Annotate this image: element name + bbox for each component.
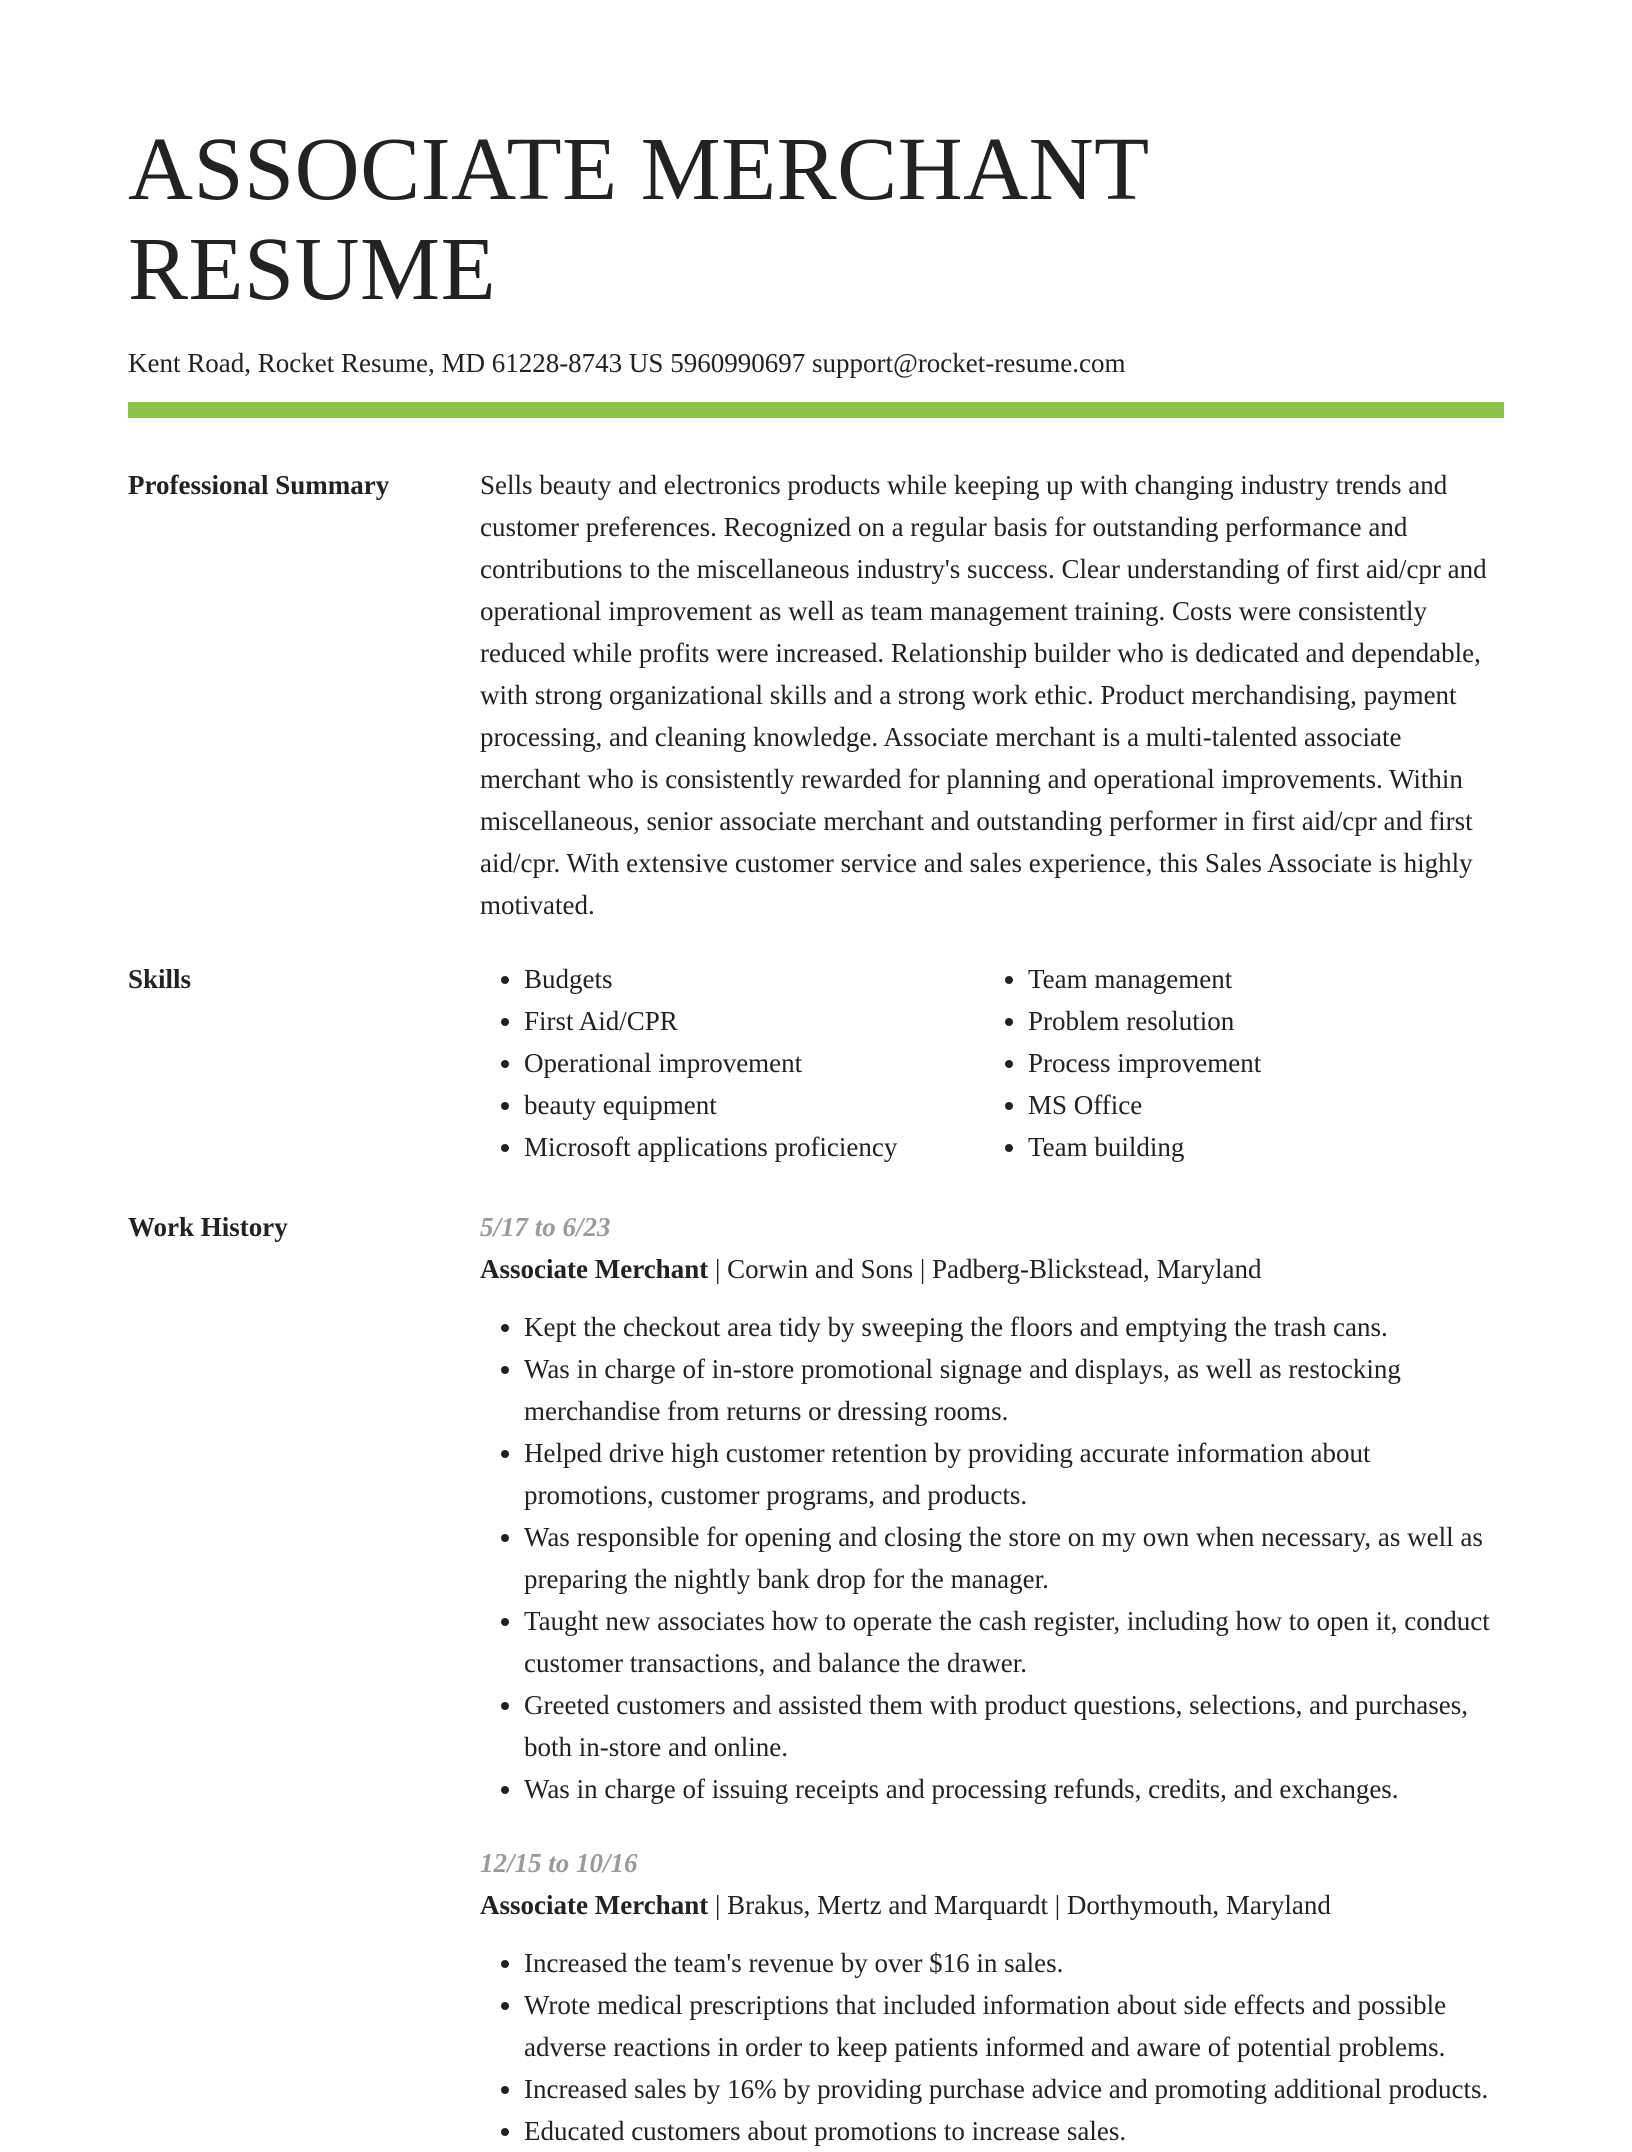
job-bullet: • Increased sales by 16% by providing purchase advice and promoting additional products. xyxy=(524,2068,1504,2110)
skill-item: • Budgets xyxy=(524,958,984,1000)
job-bullet-list xyxy=(480,1306,1504,1810)
job-entry xyxy=(480,1842,1504,2152)
job-bullet: • Wrote medical prescriptions that included information about side effects and possible adverse reactions in order to keep patients informed and aware of potential problems. xyxy=(524,1984,1504,2068)
section-label-summary: Professional Summary xyxy=(128,470,390,500)
job-title-line xyxy=(480,1248,1504,1290)
section-label-work: Work History xyxy=(128,1212,288,1242)
skill-item: • Operational improvement xyxy=(524,1042,984,1084)
skill-item: • First Aid/CPR xyxy=(524,1000,984,1042)
contact-line: Kent Road, Rocket Resume, MD 61228-8743 US 5960990697 support@rocket-resume.com xyxy=(128,348,1126,378)
job-bullet: • Greeted customers and assisted them with product questions, selections, and purchases, both in-store and online. xyxy=(524,1684,1504,1768)
skill-item: • Microsoft applications proficiency xyxy=(524,1126,984,1168)
skill-item: • Process improvement xyxy=(1028,1042,1504,1084)
job-bullet: • Educated customers about promotions to increase sales. xyxy=(524,2110,1504,2152)
work-history-section xyxy=(128,1206,1504,2152)
job-bullet: • Was responsible for opening and closing the store on my own when necessary, as well as preparing the nightly bank drop for the manager. xyxy=(524,1516,1504,1600)
job-title: Associate Merchant xyxy=(480,1254,709,1284)
job-bullet: • Kept the checkout area tidy by sweeping the floors and emptying the trash cans. xyxy=(524,1306,1504,1348)
job-title: Associate Merchant xyxy=(480,1890,709,1920)
accent-divider xyxy=(128,402,1504,418)
skills-column-left xyxy=(480,958,984,1168)
skills-body xyxy=(480,958,1504,1168)
job-bullet: • Taught new associates how to operate the cash register, including how to open it, conduct customer transactions, and balance the drawer. xyxy=(524,1600,1504,1684)
job-bullet: • Was in charge of issuing receipts and processing refunds, credits, and exchanges. xyxy=(524,1768,1504,1810)
job-dates: 12/15 to 10/16 xyxy=(480,1848,638,1878)
professional-summary-section xyxy=(128,464,1504,926)
skills-column-right xyxy=(984,958,1504,1168)
job-bullet: • Was in charge of in-store promotional signage and displays, as well as restocking merchandise from returns or dressing rooms. xyxy=(524,1348,1504,1432)
section-label-skills: Skills xyxy=(128,964,192,994)
resume-title: ASSOCIATE MERCHANT RESUME xyxy=(128,120,1148,319)
job-details: | Brakus, Mertz and Marquardt | Dorthymouth, Maryland xyxy=(708,1890,1331,1920)
summary-text: Sells beauty and electronics products while keeping up with changing industry trends and customer preferences. Recognized on a regular basis for outstanding performance and contributions to the miscellaneous industry's success. Clear understanding of first aid/cpr and operational improvement as well as team management training. Costs were consistently reduced while profits were increased. Relationship builder who is dedicated and dependable, with strong organizational skills and a strong work ethic. Product merchandising, payment processing, and cleaning knowledge. Associate merchant is a multi-talented associate merchant who is consistently rewarded for planning and operational improvements. Within miscellaneous, senior associate merchant and outstanding performer in first aid/cpr and first aid/cpr. With extensive customer service and sales experience, this Sales Associate is highly motivated. xyxy=(480,470,1487,920)
summary-body xyxy=(480,464,1504,926)
skill-item: • Team management xyxy=(1028,958,1504,1000)
job-title-line xyxy=(480,1884,1504,1926)
skill-item: • Problem resolution xyxy=(1028,1000,1504,1042)
work-body xyxy=(480,1206,1504,2152)
job-dates: 5/17 to 6/23 xyxy=(480,1212,611,1242)
skills-section xyxy=(128,958,1504,1168)
job-bullet: • Helped drive high customer retention by providing accurate information about promotions, customer programs, and products. xyxy=(524,1432,1504,1516)
skill-item: • beauty equipment xyxy=(524,1084,984,1126)
job-entry xyxy=(480,1206,1504,1810)
skill-item: • Team building xyxy=(1028,1126,1504,1168)
job-details: | Corwin and Sons | Padberg-Blickstead, Maryland xyxy=(708,1254,1262,1284)
skill-item: • MS Office xyxy=(1028,1084,1504,1126)
job-bullet-list xyxy=(480,1942,1504,2152)
job-bullet: • Increased the team's revenue by over $16 in sales. xyxy=(524,1942,1504,1984)
